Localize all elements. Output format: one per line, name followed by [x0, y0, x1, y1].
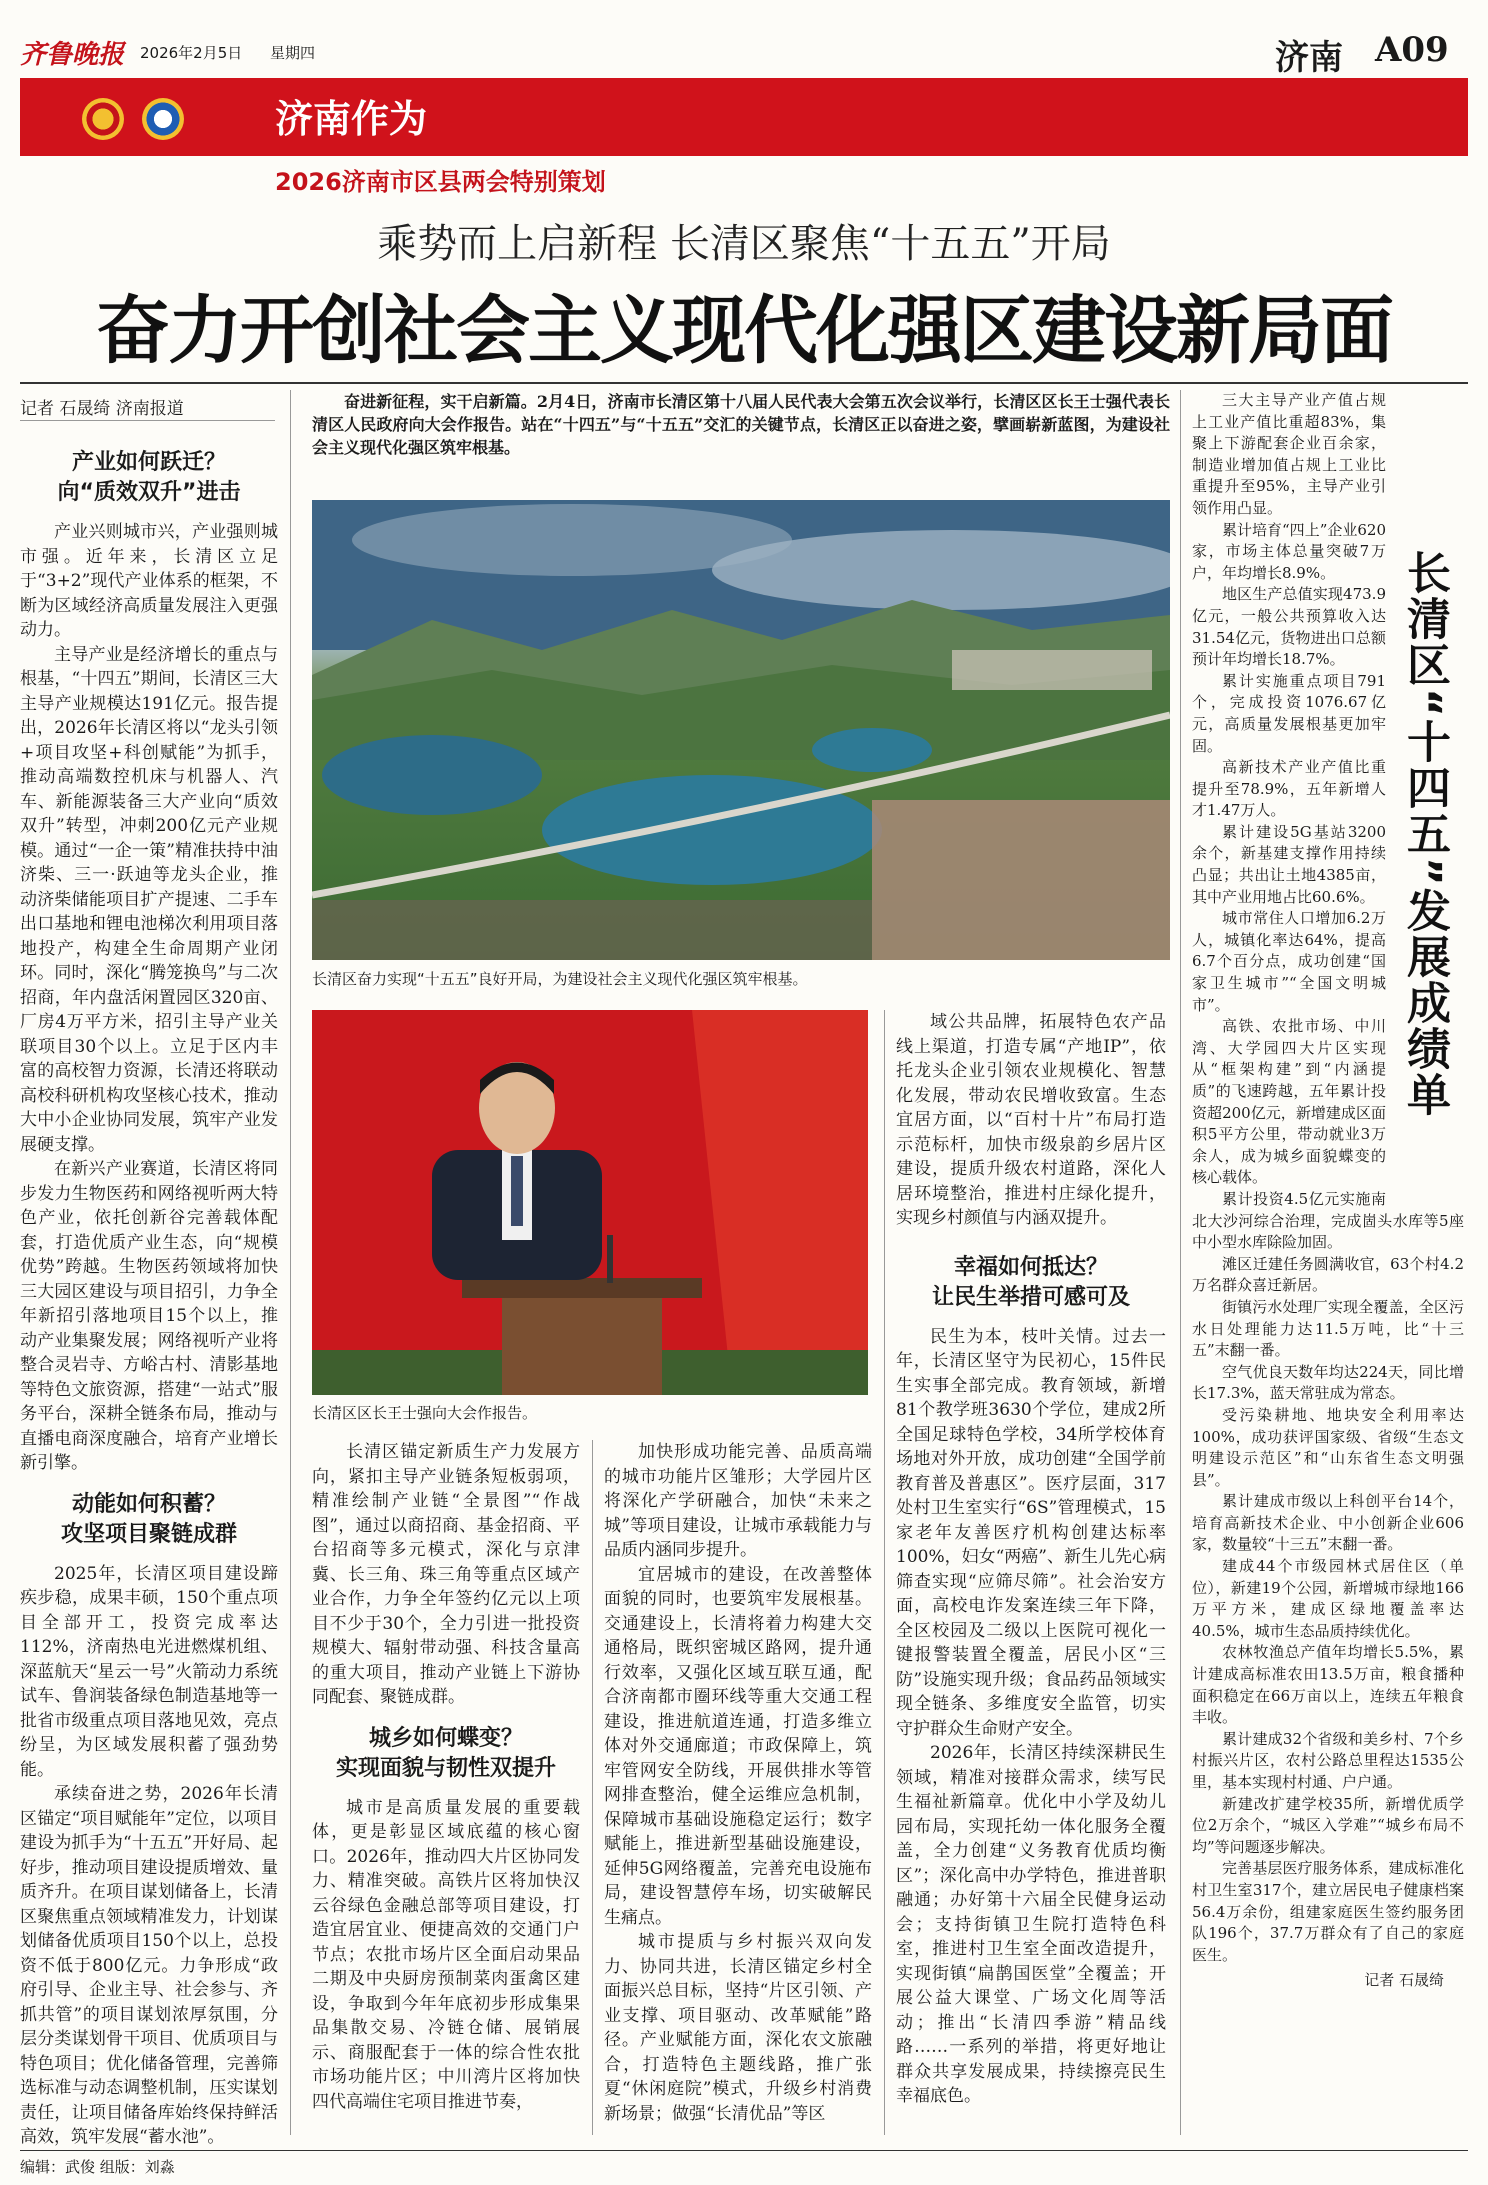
masthead-weekday: 星期四 [270, 44, 316, 62]
foreground-village [312, 900, 872, 960]
masthead [20, 30, 1470, 78]
column-a [20, 428, 278, 2148]
photo1-caption: 长清区奋力实现“十五五”良好开局，为建设社会主义现代化强区筑牢根基。 [312, 970, 808, 988]
col-rule-c [884, 1010, 885, 2135]
speaker-illustration [312, 1010, 868, 1395]
lake-right [812, 728, 932, 772]
sec2-title-line2: 攻坚项目聚链成群 [60, 1521, 237, 1547]
colD-para-2: 民生为本，枝叶关情。过去一年，长清区坚守为民初心，15件民生实事全部完成。教育领域，新增81个教学班3630个学位，建成2所全国足球特色学校，34所学校体育场地对外开放，成功创建“全国学前教育普及普惠区”。医疗层面，317处村卫生室实行“6S”管理模式，15家老年友善医疗机构创建达标率100%，妇女“两癌”、新生儿先心病筛查实现“应筛尽筛”。社会治安方面，高校电诈发案连续三年下降，全区校园及二级以上医院可视化一键报警装置全覆盖，居民小区“三防”设施实现升级；食品药品领域实现全链条、多维度安全监管，切实守护群众生命财产安全。 [896, 1326, 1166, 1739]
sec2-para-1: 2025年，长清区项目建设蹄疾步稳，成果丰硕，150个重点项目全部开工，投资完成率达112%，济南热电光进燃煤机组、深蓝航天“星云一号”火箭动力系统试车、鲁润装备绿色制造基地等一批省市级重点项目落地见效，亮点纷呈，为区域发展积蓄了强劲势能。 [20, 1563, 278, 1780]
stat-9: 累计投资4.5亿元实施南北大沙河综合治理，完成崮头水库等5座中小型水库除险加固。 [1192, 1189, 1464, 1252]
stat-10: 滩区迁建任务圆满收官，63个村4.2万名群众喜迁新居。 [1192, 1254, 1464, 1295]
column-c [604, 1440, 872, 2140]
speaker-tie [511, 1156, 523, 1226]
stat-12: 空气优良天数年均达224天，同比增长17.3%，蓝天常驻成为常态。 [1192, 1362, 1464, 1403]
col-rule-b [592, 1440, 593, 2135]
sec1-para-1: 产业兴则城市兴，产业强则城市强。近年来，长清区立足于“3+2”现代产业体系的框架，不断为区域经济高质量发展注入更强动力。 [20, 522, 278, 640]
stat-18: 新建改扩建学校35所，新增优质学位2万余个，“城区入学难”“城乡布局不均”等问题逐步解决。 [1192, 1794, 1464, 1856]
photo2-caption: 长清区区长王士强向大会作报告。 [312, 1404, 538, 1422]
colC-para-2: 宜居城市的建设，在改善整体面貌的同时，也要筑牢发展根基。交通建设上，长清将着力构建大交通格局，既织密城区路网，提升通行效率，又强化区域互联互通，配合济南都市圈环线等重大交通工程建设，推进航道连通，打造多维立体对外交通廊道；市政保障上，筑牢管网安全防线，开展供排水等管网排查整治，健全运维应急机制，保障城市基础设施稳定运行；数字赋能上，推进新型基础设施建设，延伸5G网络覆盖，完善充电设施布局，建设智慧停车场，切实破解民生痛点。 [604, 1564, 872, 1928]
stat-6: 累计建设5G基站3200余个，新基建支撑作用持续凸显；共出让土地4385亩，其中产业用地占比60.6%。 [1192, 822, 1386, 906]
stat-15: 建成44个市级园林式居住区（单位），新建19个公园，新增城市绿地166万平方米，建成区绿地覆盖率达40.5%，城市生态品质持续优化。 [1192, 1557, 1464, 1640]
stat-17: 累计建成32个省级和美乡村、7个乡村振兴片区，农村公路总里程达1535公里，基本实现村村通、户户通。 [1192, 1729, 1464, 1791]
lead-paragraph [312, 390, 1170, 459]
colD-para-1: 域公共品牌，拓展特色农产品线上渠道，打造专属“产地IP”，依托龙头企业引领农业规模化、智慧化发展，带动农民增收致富。生态宜居方面，以“百村十片”布局打造示范标杆，加快市级泉韵乡居片区建设，提质升级农村道路，深化人居环境整治，推进村庄绿化提升，实现乡村颜值与内涵双提升。 [896, 1012, 1166, 1228]
stat-13: 受污染耕地、地块安全利用率达100%，成功获评国家级、省级“生态文明建设示范区”和“山东省生态文明强县”。 [1192, 1405, 1464, 1489]
column-d [896, 1010, 1166, 2140]
skyline [952, 650, 1152, 690]
sec1-para-2: 主导产业是经济增长的重点与根基，“十四五”期间，长清区三大主导产业规模达191亿元。报告提出，2026年长清区将以“龙头引领+项目攻坚+科创赋能”为抓手，推动高端数控机床与机器人、汽车、新能源装备三大产业向“质效双升”转型，冲刺200亿元产业规模。通过“一企一策”精准扶持中油济柴、三一·跃迪等龙头企业，推动济柴储能项目扩产提速、二手车出口基地和锂电池梯次利用项目落地投产，构建全生命周期产业闭环。同时，深化“腾笼换鸟”与二次招商，年内盘活闲置园区320亩、厂房4万平方米，招引主导产业关联项目30个以上。立足于区内丰富的高校智力资源，长清还将联动高校科研机构攻坚核心技术，推动大中小企业协同发展，筑牢产业发展硬支撑。 [20, 644, 278, 1155]
colB-para-2: 城市是高质量发展的重要载体，更是彰显区域底蕴的核心窗口。2026年，推动四大片区协同发力、精准突破。高铁片区将加快汉云谷绿色金融总部等项目建设，打造宜居宜业、便捷高效的交通门户节点；农批市场片区全面启动果品二期及中央厨房预制菜肉蛋禽区建设，争取到今年年底初步形成集果品集散交易、冷链仓储、展销展示、商服配套于一体的综合性农批市场功能片区；中川湾片区将加快四代高端住宅项目推进节奏， [312, 1797, 580, 2112]
sec2-title-line1: 动能如何积蓄？ [71, 1491, 226, 1517]
stat-4: 累计实施重点项目791个，完成投资1076.67亿元，高质量发展根基更加牢固。 [1192, 671, 1386, 755]
byline-rule [20, 420, 275, 421]
microphone [607, 1235, 613, 1283]
sec2-para-2: 承续奋进之势，2026年长清区锚定“项目赋能年”定位，以项目建设为抓手为“十五五”开好局、起好步，推动项目建设提质增效、量质齐升。在项目谋划储备上，长清区聚焦重点领域精准发力，计划谋划储备优质项目150个以上，总投资不低于800亿元。力争形成“政府引导、企业主导、社会参与、齐抓共管”的项目谋划浓厚氛围，分层分类谋划骨干项目、优质项目与特色项目；优化储备管理，完善筛选标准与动态调整机制，压实谋划责任，让项目储备库始终保持鲜活高效，筑牢发展“蓄水池”。 [20, 1784, 278, 2147]
sidebar-signature: 记者 石晟绮 [1364, 1971, 1444, 1990]
headline-kicker: 乘势而上启新程 长清区聚焦“十五五”开局 [377, 221, 1111, 267]
headline-main: 奋力开创社会主义现代化强区建设新局面 [96, 288, 1392, 374]
banner-subtitle: 2026济南市区县两会特别策划 [275, 168, 606, 196]
section-name: 济南 [1275, 38, 1343, 78]
stat-5: 高新技术产业产值比重提升至78.9%，五年新增人才1.47万人。 [1192, 758, 1386, 820]
page-number: A09 [1375, 30, 1449, 70]
colC-para-1: 加快形成功能完善、品质高端的城市功能片区雏形；大学园片区将深化产学研融合，加快“未来之城”等项目建设，让城市承载能力与品质内涵同步提升。 [604, 1442, 872, 1560]
stat-14: 累计建成市级以上科创平台14个，培育高新技术企业、中小创新企业606家，数量较“十三五”末翻一番。 [1192, 1492, 1464, 1554]
sec3-title-line2: 实现面貌与韧性双提升 [335, 1755, 556, 1781]
sec3-title [312, 1724, 580, 1784]
national-emblem-icon [82, 98, 124, 140]
speaker-photo [312, 1010, 868, 1395]
stat-16: 农林牧渔总产值年均增长5.5%，累计建成高标准农田13.5万亩，粮食播种面积稳定在66万亩以上，连续五年粮食丰收。 [1192, 1643, 1464, 1727]
footer-credits: 编辑：武俊 组版：刘淼 [20, 2158, 175, 2176]
landscape-illustration [312, 500, 1170, 960]
cloud-2 [712, 530, 1170, 610]
sec1-title [20, 448, 278, 508]
sec4-title [896, 1253, 1166, 1313]
stat-7: 城市常住人口增加6.2万人，城镇化率达64%，提高6.7个百分点，成功创建“国家卫生城市”“全国文明城市”。 [1192, 909, 1386, 1014]
podium-front [502, 1298, 662, 1395]
lead-text: 奋进新征程，实干启新篇。2月4日，济南市长清区第十八届人民代表大会第五次会议举行，长清区区长王士强代表长清区人民政府向大会作报告。站在“十四五”与“十五五”交汇的关键节点，长清区正以奋进之姿，擘画崭新蓝图，为建设社会主义现代化强区筑牢根基。 [312, 392, 1170, 457]
sec3-title-line1: 城乡如何蝶变？ [368, 1725, 523, 1751]
col-rule-a [290, 390, 291, 2135]
rule-bottom [20, 2150, 1468, 2151]
column-e [1192, 390, 1464, 2150]
stat-19: 完善基层医疗服务体系，建成标准化村卫生室317个，建立居民电子健康档案56.4万余份，组建家庭医生签约服务团队196个，37.7万群众有了自己的家庭医生。 [1192, 1859, 1464, 1964]
lake-left [322, 735, 542, 815]
town-blocks [872, 800, 1170, 960]
sec1-title-line2: 向“质效双升”进击 [57, 480, 241, 505]
stat-3: 地区生产总值实现473.9亿元，一般公共预算收入达31.54亿元，货物进出口总额预计年均增长18.7%。 [1192, 585, 1386, 669]
sidebar-title: 长清区“十四五”发展成绩单 [1399, 550, 1450, 1118]
sidebar-title-box [1392, 550, 1464, 1200]
sec1-title-line1: 产业如何跃迁？ [71, 450, 226, 475]
landscape-photo [312, 500, 1170, 960]
column-b [312, 1440, 580, 2140]
stat-2: 累计培育“四上”企业620家，市场主体总量突破7万户，年均增长8.9%。 [1192, 520, 1386, 582]
stat-1: 三大主导产业产值占规上工业产值比重超83%，集聚上下游配套企业百余家，制造业增加值占规上工业比重提升至95%，主导产业引领作用凸显。 [1192, 391, 1386, 517]
colB-para-1: 长清区锚定新质生产力发展方向，紧扣主导产业链条短板弱项，精准绘制产业链“全景图”“作战图”，通过以商招商、基金招商、平台招商等多元模式，深化与京津冀、长三角、珠三角等重点区域产业合作，力争全年签约亿元以上项目不少于30个，全力引进一批投资规模大、辐射带动强、科技含量高的重大项目，推动产业链上下游协同配套、聚链成群。 [312, 1442, 580, 1707]
stat-11: 街镇污水处理厂实现全覆盖，全区污水日处理能力达11.5万吨，比“十三五”末翻一番。 [1192, 1297, 1464, 1360]
masthead-date: 2026年2月5日 [140, 44, 243, 62]
byline: 记者 石晟绮 济南报道 [20, 399, 184, 419]
brand-logo: 齐鲁晚报 [20, 40, 125, 70]
colC-para-3: 城市提质与乡村振兴双向发力、协同共进，长清区锚定乡村全面振兴总目标，坚持“片区引领、产业支撑、项目驱动、改革赋能”路径。产业赋能方面，深化农文旅融合，打造特色主题线路，推广张夏“休闲庭院”模式，升级乡村消费新场景；做强“长清优品”等区 [604, 1932, 872, 2124]
cppcc-emblem-icon [142, 98, 184, 140]
sec4-title-line2: 让民生举措可感可及 [931, 1284, 1130, 1310]
rule-top [20, 382, 1468, 384]
banner [20, 78, 1468, 156]
banner-title: 济南作为 [275, 96, 428, 141]
podium-top [462, 1278, 702, 1298]
stat-8: 高铁、农批市场、中川湾、大学园四大片区实现从“框架构建”到“内涵提质”的飞速跨越，五年累计投资超200亿元，新增建成区面积5平方公里，带动就业3万余人，成为城乡面貌蝶变的核心载体。 [1192, 1017, 1386, 1187]
col-rule-d [1180, 390, 1181, 2135]
colD-para-3: 2026年，长清区持续深耕民生领域，精准对接群众需求，续写民生福祉新篇章。优化中小学及幼儿园布局，实现托幼一体化服务全覆盖，全力创建“义务教育优质均衡区”；深化高中办学特色，推进普职融通；办好第十六届全民健身运动会；支持街镇卫生院打造特色科室，推进村卫生室全面改造提升，实现街镇“扁鹊国医堂”全覆盖；开展公益大课堂、广场文化周等活动；推出“长清四季游”精品线路……一系列的举措，将更好地让群众共享发展成果，持续擦亮民生幸福底色。 [896, 1743, 1166, 2106]
sec4-title-line1: 幸福如何抵达？ [953, 1254, 1108, 1280]
sec2-title [20, 1490, 278, 1550]
sec1-para-3: 在新兴产业赛道，长清区将同步发力生物医药和网络视听两大特色产业，依托创新谷完善载体配套，打造优质产业生态，向“规模优势”跨越。生物医药领域将加快三大园区建设与项目招引，力争全年新招引落地项目15个以上，推动产业集聚发展；网络视听产业将整合灵岩寺、方峪古村、清影基地等特色文旅资源，搭建“一站式”服务平台，深耕全链条布局，推动与直播电商深度融合，培育产业增长新引擎。 [20, 1159, 278, 1473]
